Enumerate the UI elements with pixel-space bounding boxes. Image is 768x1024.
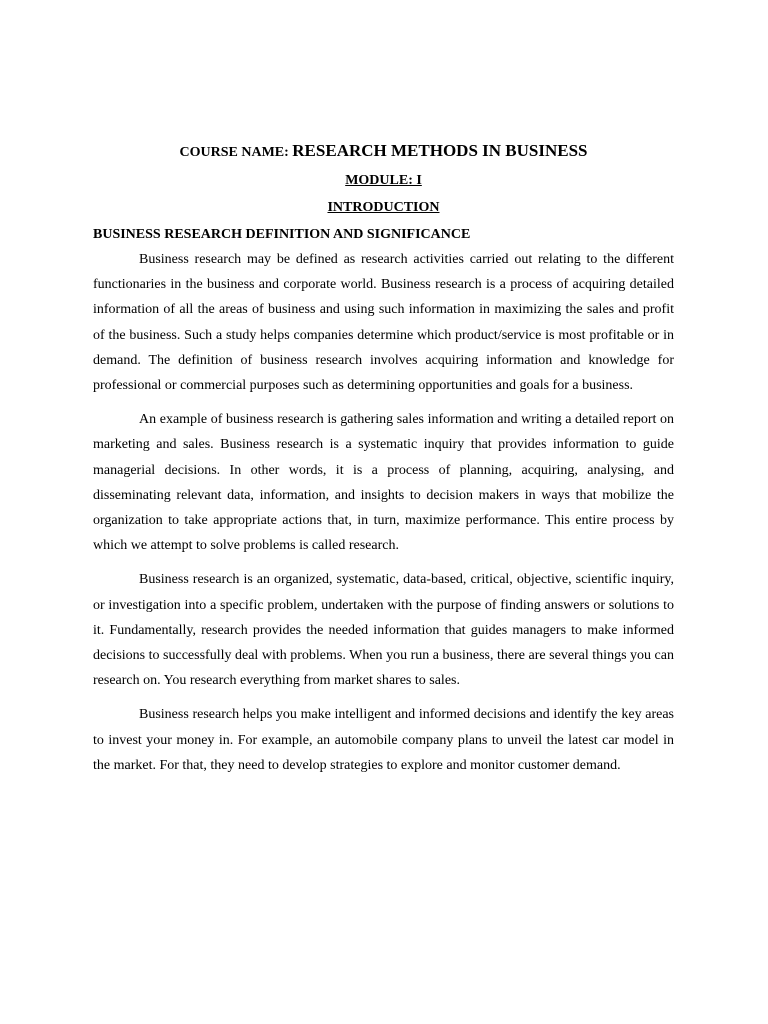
module-heading: MODULE: I [345, 173, 422, 188]
paragraph-1: Business research may be defined as research activities carried out relating to the different functionaries in the business and corporate world. Business research is a process of acquiring detailed information of all the areas of business and using such information in maximizing the sales and profit of the business. Such a study helps companies determine which product/service is most profitable or in demand. The definition of business research involves acquiring information and knowledge for professional or commercial purposes such as determining opportunities and goals for a business. [93, 252, 674, 394]
course-label: COURSE NAME: [179, 145, 293, 160]
paragraph-3: Business research is an organized, systematic, data-based, critical, objective, scientific inquiry, or investigation into a specific problem, undertaken with the purpose of finding answers or solutions to it. Fundamentally, research provides the needed information that guides managers to make informed decisions to successfully deal with problems. When you run a business, there are several things you can research on. You research everything from market shares to sales. [93, 572, 674, 689]
paragraph-2: An example of business research is gathering sales information and writing a detailed report on marketing and sales. Business research is a systematic inquiry that provides information to guide managerial decisions. In other words, it is a process of planning, acquiring, analysing, and disseminating relevant data, information, and insights to decision makers in ways that mobilize the organization to take appropriate actions that, in turn, maximize performance. This entire process by which we attempt to solve problems is called research. [93, 412, 674, 554]
document-body [93, 140, 674, 787]
course-name: RESEARCH METHODS IN BUSINESS [292, 141, 588, 160]
paragraph-4: Business research helps you make intelligent and informed decisions and identify the key areas to invest your money in. For example, an automobile company plans to unveil the latest car model in the market. For that, they need to develop strategies to explore and monitor customer demand. [93, 707, 674, 773]
section-heading: BUSINESS RESEARCH DEFINITION AND SIGNIFICANCE [93, 227, 471, 242]
course-title [93, 140, 674, 164]
introduction-heading: INTRODUCTION [327, 200, 440, 215]
